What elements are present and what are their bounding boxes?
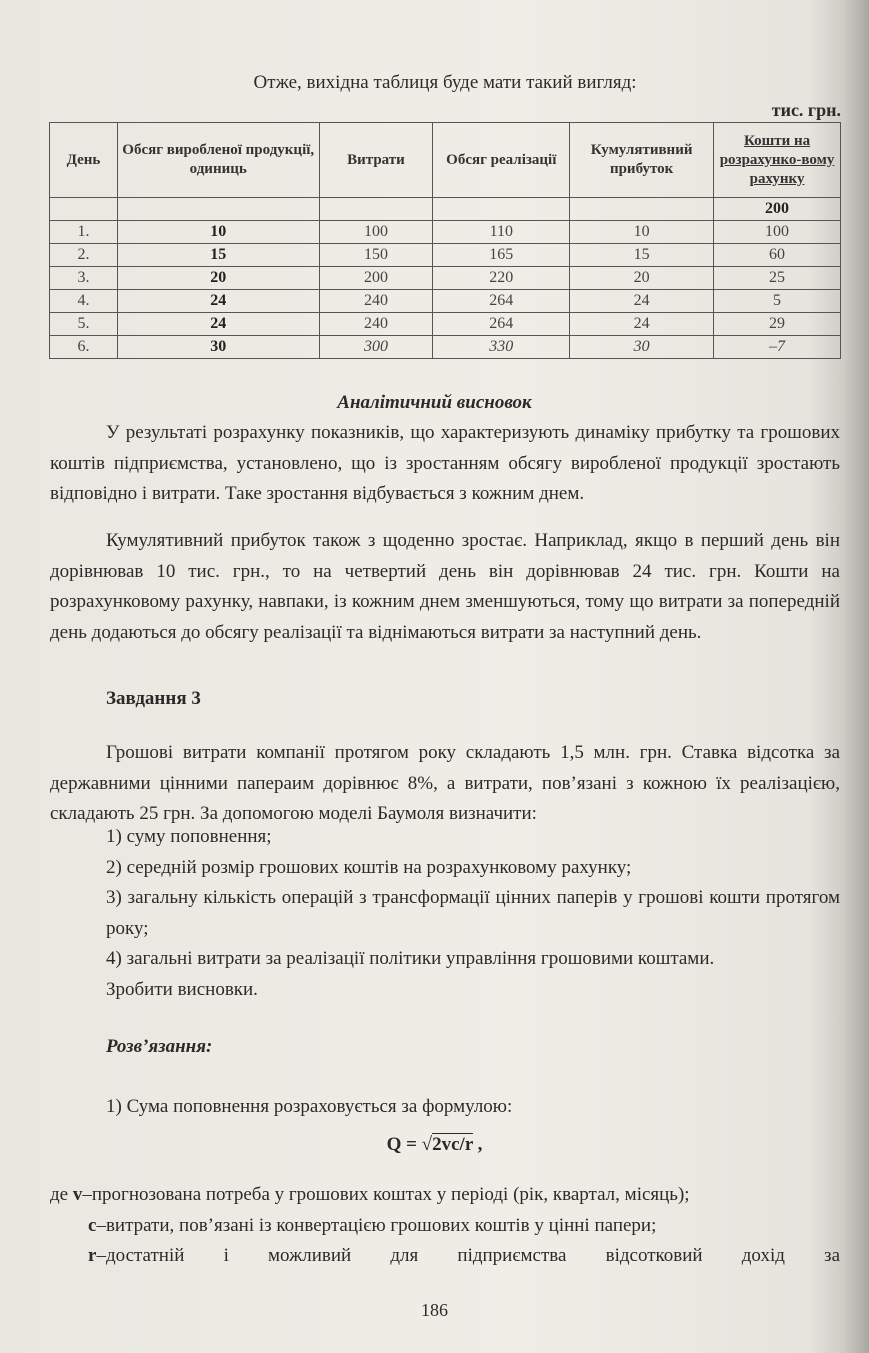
table-cell: 15 xyxy=(570,244,714,267)
definition-symbol: c xyxy=(88,1214,97,1236)
definition-r xyxy=(50,1241,840,1272)
table-cell: 330 xyxy=(433,336,570,359)
table-row xyxy=(50,198,841,221)
table-cell: 30 xyxy=(570,336,714,359)
table-cell: 240 xyxy=(319,290,433,313)
table-cell xyxy=(570,198,714,221)
definition-text: –достатній і можливий для підприємства відсотковий дохід за xyxy=(96,1245,840,1266)
table-cell: 100 xyxy=(714,221,841,244)
table-cell xyxy=(117,198,319,221)
list-item: 3) загальну кількість операцій з трансформації цінних паперів у грошові кошти протягом року; xyxy=(106,887,840,939)
table-cell: 15 xyxy=(117,244,319,267)
formula-intro: 1) Сума поповнення розраховується за формулою: xyxy=(106,1096,513,1117)
table-row xyxy=(50,313,841,336)
sqrt-sign: √ xyxy=(421,1134,433,1155)
definition-v xyxy=(50,1180,840,1211)
table-cell: 200 xyxy=(714,198,841,221)
table-cell: 60 xyxy=(714,244,841,267)
task-list xyxy=(106,822,840,1005)
table-cell: 25 xyxy=(714,267,841,290)
task-title: Завдання 3 xyxy=(106,688,201,709)
formula xyxy=(0,1134,869,1156)
table-row xyxy=(50,267,841,290)
table-cell: 10 xyxy=(117,221,319,244)
definitions xyxy=(50,1180,840,1272)
solution-heading: Розв’язання: xyxy=(106,1036,213,1057)
table-cell: 5. xyxy=(50,313,118,336)
header-cash-text: Кошти на розрахунко-вому рахунку xyxy=(719,132,835,187)
table-cell: 200 xyxy=(319,267,433,290)
table-cell: 165 xyxy=(433,244,570,267)
table-cell: 20 xyxy=(570,267,714,290)
table-cell: 24 xyxy=(570,290,714,313)
table-cell xyxy=(433,198,570,221)
table-cell: 29 xyxy=(714,313,841,336)
intro-text: Отже, вихідна таблиця буде мати такий вигляд: xyxy=(253,72,637,93)
header-sales: Обсяг реалізації xyxy=(433,123,570,198)
paragraph-2-text: Кумулятивний прибуток також з щоденно зростає. Наприклад, якщо в перший день він дорівнював 10 тис. грн., то на четвертий день він дорівнював 24 тис. грн. Кошти на розрахунковому рахунку, навпаки, із кожним днем зменшуються, тому що витрати за попередній день додаються до обсягу реалізації та віднімаються витрати за наступний день. xyxy=(50,530,840,643)
paragraph-3-text: Грошові витрати компанії протягом року складають 1,5 млн. грн. Ставка відсотка за державними цінними папераим дорівнює 8%, а витрати, пов’язані з кожною їх реалізацією, складають 25 грн. За допомогою моделі Баумоля визначити: xyxy=(50,742,840,824)
table-cell: 2. xyxy=(50,244,118,267)
definition-symbol: v xyxy=(72,1184,83,1205)
formula-radicand: 2vc/r xyxy=(432,1134,473,1155)
definition-c xyxy=(50,1211,840,1242)
unit-label: тис. грн. xyxy=(771,100,841,120)
paragraph-1-text: У результаті розрахунку показників, що характеризують динаміку прибутку та грошових коштів підприємства, установлено, що із зростанням обсягу виробленої продукції зростають відповідно і витрати. Таке зростання відбувається з кожним днем. xyxy=(50,422,840,504)
table-row xyxy=(50,221,841,244)
table-cell: 30 xyxy=(117,336,319,359)
table-cell: 6. xyxy=(50,336,118,359)
table-header-row xyxy=(50,123,841,198)
definition-symbol: r xyxy=(88,1245,97,1266)
list-item: 2) середній розмір грошових коштів на розрахунковому рахунку; xyxy=(106,856,632,878)
table-row xyxy=(50,336,841,359)
table-cell: 264 xyxy=(433,313,570,336)
definition-text: –витрати, пов’язані із конвертацією грошових коштів у цінні папери; xyxy=(96,1214,657,1236)
table-cell xyxy=(50,198,118,221)
header-volume: Обсяг виробленої продукції, одиниць xyxy=(117,123,319,198)
table-cell: 240 xyxy=(319,313,433,336)
table-cell: 24 xyxy=(117,290,319,313)
table-cell: 100 xyxy=(319,221,433,244)
table-cell: 10 xyxy=(570,221,714,244)
paragraph-3 xyxy=(50,738,840,830)
table-row xyxy=(50,290,841,313)
definition-text: –прогнозована потреба у грошових коштах у періоді (рік, квартал, місяць); xyxy=(82,1184,690,1205)
table-cell: 264 xyxy=(433,290,570,313)
paragraph-2 xyxy=(50,526,840,648)
list-item: 4) загальні витрати за реалізації політики управління грошовими коштами. xyxy=(106,948,715,969)
table-cell: 150 xyxy=(319,244,433,267)
conclude-text: Зробити висновки. xyxy=(106,978,258,1000)
paragraph-1 xyxy=(50,418,840,510)
formula-tail: , xyxy=(472,1134,483,1155)
table-cell: 4. xyxy=(50,290,118,313)
header-costs: Витрати xyxy=(319,123,433,198)
table-cell: 20 xyxy=(117,267,319,290)
header-cumulative-profit: Кумулятивний прибуток xyxy=(570,123,714,198)
table-cell: 220 xyxy=(433,267,570,290)
table-cell: 24 xyxy=(570,313,714,336)
list-item: 1) суму поповнення; xyxy=(106,826,272,847)
header-day: День xyxy=(50,123,118,198)
table-cell xyxy=(319,198,433,221)
table-cell: 3. xyxy=(50,267,118,290)
definition-prefix: де xyxy=(50,1184,73,1205)
data-table xyxy=(49,122,841,359)
table-cell: 300 xyxy=(319,336,433,359)
table-cell: 24 xyxy=(117,313,319,336)
table-cell: –7 xyxy=(714,336,841,359)
formula-lhs: Q = xyxy=(386,1134,422,1155)
table-cell: 1. xyxy=(50,221,118,244)
table-cell: 5 xyxy=(714,290,841,313)
section-heading: Аналітичний висновок xyxy=(337,392,532,413)
table-cell: 110 xyxy=(433,221,570,244)
header-cash xyxy=(714,123,841,198)
page-number: 186 xyxy=(421,1300,448,1320)
table-row xyxy=(50,244,841,267)
